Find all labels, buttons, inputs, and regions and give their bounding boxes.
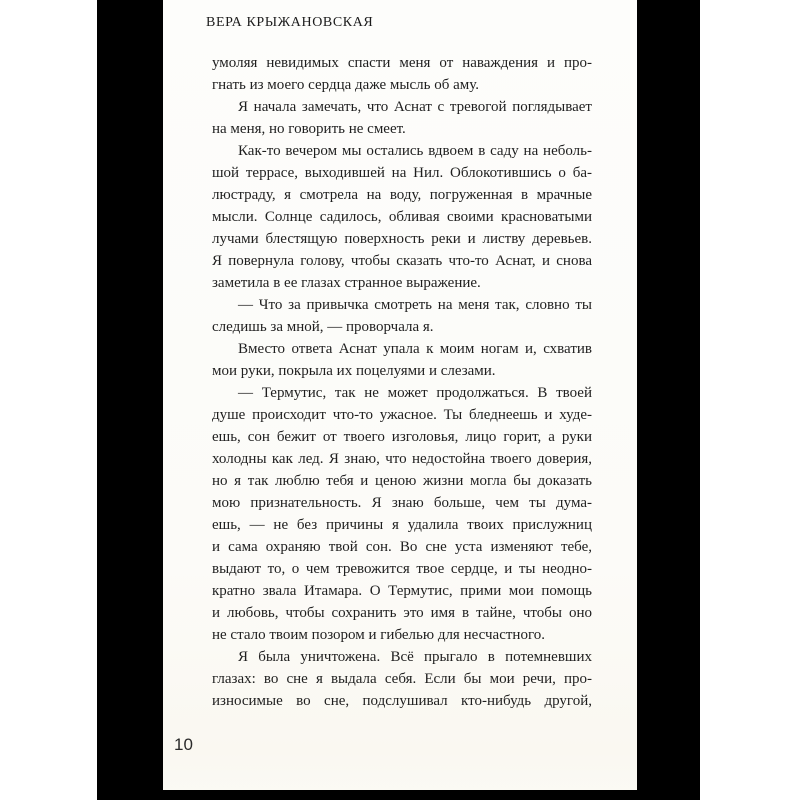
text-line: Я начала замечать, что Аснат с тревогой поглядывает <box>238 99 592 115</box>
text-line: умоляя невидимых спасти меня от наваждения и про- <box>212 55 592 71</box>
text-block <box>212 52 592 712</box>
text-line: износимые во сне, подслушивал кто-нибудь другой, <box>212 693 592 709</box>
text-line: — Что за привычка смотреть на меня так, словно ты <box>238 297 592 313</box>
text-line: ешь, — не без причины я удалила твоих прислужниц <box>212 517 592 533</box>
text-line: Я была уничтожена. Всё прыгало в потемневших <box>238 649 592 665</box>
text-line: кратно звала Итамара. О Термутис, прими мои помощь <box>212 583 592 599</box>
text-line: мою признательность. Я знаю больше, чем ты дума- <box>212 495 592 511</box>
text-line: и любовь, чтобы сохранить это имя в тайне, чтобы оно <box>212 605 592 621</box>
text-line: заметила в ее глазах странное выражение. <box>212 275 481 291</box>
text-line: Я повернула голову, чтобы сказать что-то Аснат, и снова <box>212 253 592 269</box>
text-line: холодны как лед. Я знаю, что недостойна твоего доверия, <box>212 451 592 467</box>
text-line: ешь, сон бежит от твоего изголовья, лицо горит, а руки <box>212 429 592 445</box>
photo-border-bottom <box>163 790 637 800</box>
text-line: Как-то вечером мы остались вдвоем в саду на неболь- <box>238 143 592 159</box>
text-line: на меня, но говорить не смеет. <box>212 121 406 137</box>
photo-border-left <box>97 0 163 800</box>
text-line: мои руки, покрыла их поцелуями и слезами. <box>212 363 496 379</box>
running-header-author: ВЕРА КРЫЖАНОВСКАЯ <box>206 15 374 30</box>
text-line: мысли. Солнце садилось, обливая своими красноватыми <box>212 209 592 225</box>
text-line: выдают то, о чем тревожится твое сердце, и ты неодно- <box>212 561 592 577</box>
text-line: лучами блестящую поверхность реки и листву деревьев. <box>212 231 592 247</box>
text-line: люстраду, я смотрела на воду, погруженная в мрачные <box>212 187 592 203</box>
text-line: шой террасе, выходившей на Нил. Облокотившись о ба- <box>212 165 592 181</box>
text-line: гнать из моего сердца даже мысль об аму. <box>212 77 479 93</box>
text-line: Вместо ответа Аснат упала к моим ногам и, схватив <box>238 341 592 357</box>
photo-border-right <box>637 0 700 800</box>
text-line: глазах: во сне я выдала себя. Если бы мои речи, про- <box>212 671 592 687</box>
text-line: но я так люблю тебя и ценою жизни могла бы доказать <box>212 473 592 489</box>
text-line: следишь за мной, — проворчала я. <box>212 319 434 335</box>
text-line: душе происходит что-то ужасное. Ты бледнеешь и худе- <box>212 407 592 423</box>
text-line: не стало твоим позором и гибелью для несчастного. <box>212 627 545 643</box>
text-line: и сама охраняю твой сон. Во сне уста изменяют тебе, <box>212 539 592 555</box>
page-number: 10 <box>174 735 193 754</box>
text-line: — Термутис, так не может продолжаться. В твоей <box>238 385 592 401</box>
book-page <box>163 0 637 800</box>
